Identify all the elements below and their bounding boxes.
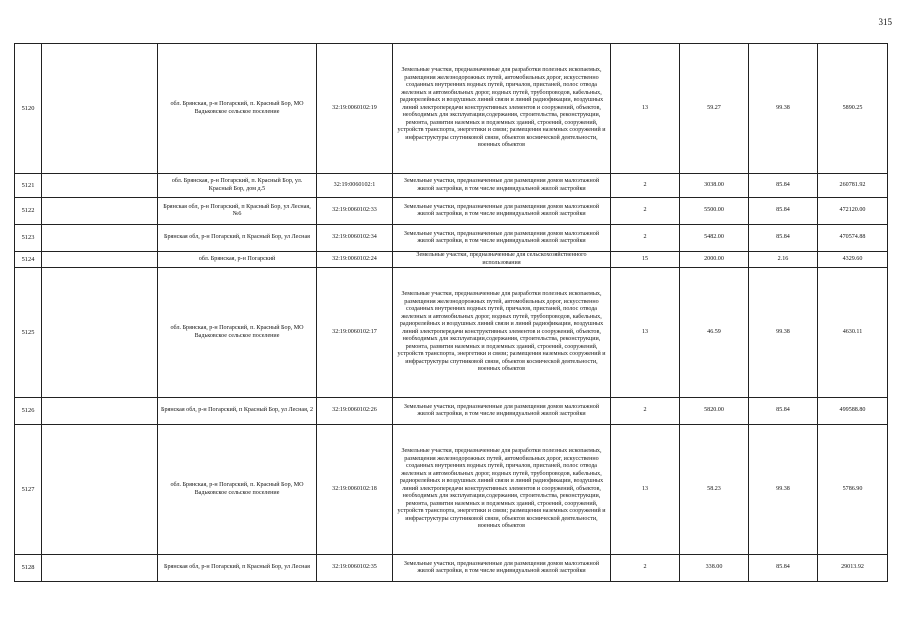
group-cell: 2 bbox=[611, 198, 680, 225]
land-use-cell: Земельные участки, предназначенные для разработки полезных ископаемых, размещения железнодорожных путей, автомобильных дорог, искусственно созданных внутренних водных путей, причалов, пристаней, полос отвода железных и автомобильных дорог, водных путей, трубопроводов, кабельных, радиорелейных и воздушных линий связи и линий радиофикации, воздушных линий электропередачи конструктивных элементов и сооружений, объектов, необходимых для эксплуатации,содержания, строительства, реконструкции, ремонта, развития наземных и подземных зданий, строений, сооружений, устройств транспорта, энергетики и связи; размещения наземных сооружений и инфраструктуры спутниковой связи, объектов космической деятельности, военных объектов bbox=[393, 268, 611, 398]
group-cell: 15 bbox=[611, 252, 680, 268]
row-number: 5124 bbox=[15, 252, 42, 268]
area-cell: 58.23 bbox=[680, 425, 749, 555]
row-number: 5127 bbox=[15, 425, 42, 555]
cadastral-number-cell: 32:19:0060102:34 bbox=[317, 225, 393, 252]
row-number: 5123 bbox=[15, 225, 42, 252]
value-cell: 472120.00 bbox=[818, 198, 888, 225]
rate-cell: 85.84 bbox=[749, 555, 818, 582]
address-cell: обл. Брянская, р-н Погарский, п. Красный Бор, МО Вадьковское сельское поселение bbox=[158, 268, 317, 398]
empty-cell bbox=[42, 268, 158, 398]
address-cell: Брянская обл, р-н Погарский, п Красный Бор, ул Лесная bbox=[158, 555, 317, 582]
group-cell: 2 bbox=[611, 555, 680, 582]
value-cell: 29013.92 bbox=[818, 555, 888, 582]
group-cell: 13 bbox=[611, 425, 680, 555]
cadastral-number-cell: 32:19:0060102:24 bbox=[317, 252, 393, 268]
row-number: 5125 bbox=[15, 268, 42, 398]
area-cell: 59.27 bbox=[680, 44, 749, 174]
land-use-cell: Земельные участки, предназначенные для разработки полезных ископаемых, размещения железнодорожных путей, автомобильных дорог, искусственно созданных внутренних водных путей, причалов, пристаней, полос отвода железных и автомобильных дорог, водных путей, трубопроводов, кабельных, радиорелейных и воздушных линий связи и линий радиофикации, воздушных линий электропередачи конструктивных элементов и сооружений, объектов, необходимых для эксплуатации,содержания, строительства, реконструкции, ремонта, развития наземных и подземных зданий, строений, сооружений, устройств транспорта, энергетики и связи; размещения наземных сооружений и инфраструктуры спутниковой связи, объектов космической деятельности, военных объектов bbox=[393, 425, 611, 555]
row-number: 5128 bbox=[15, 555, 42, 582]
value-cell: 260781.92 bbox=[818, 174, 888, 198]
value-cell: 4630.11 bbox=[818, 268, 888, 398]
table-row bbox=[15, 225, 888, 252]
empty-cell bbox=[42, 174, 158, 198]
group-cell: 2 bbox=[611, 225, 680, 252]
area-cell: 46.59 bbox=[680, 268, 749, 398]
address-cell: обл. Брянская, р-н Погарский, п. Красный Бор, МО Вадьковское сельское поселение bbox=[158, 44, 317, 174]
empty-cell bbox=[42, 555, 158, 582]
address-cell: обл. Брянская, р-н Погарский, п. Красный Бор, МО Вадьковское сельское поселение bbox=[158, 425, 317, 555]
land-registry-table bbox=[14, 43, 888, 582]
rate-cell: 85.84 bbox=[749, 398, 818, 425]
land-use-cell: Земельные участки, предназначенные для сельскохозяйственного использования bbox=[393, 252, 611, 268]
cadastral-number-cell: 32:19:0060102:35 bbox=[317, 555, 393, 582]
rate-cell: 99.38 bbox=[749, 268, 818, 398]
address-cell: обл. Брянская, р-н Погарский bbox=[158, 252, 317, 268]
land-use-cell: Земельные участки, предназначенные для размещения домов малоэтажной жилой застройки, в том числе индивидуальной жилой застройки bbox=[393, 225, 611, 252]
table-row bbox=[15, 555, 888, 582]
land-use-cell: Земельные участки, предназначенные для размещения домов малоэтажной жилой застройки, в том числе индивидуальной жилой застройки bbox=[393, 398, 611, 425]
area-cell: 2000.00 bbox=[680, 252, 749, 268]
land-use-cell: Земельные участки, предназначенные для размещения домов малоэтажной жилой застройки, в том числе индивидуальной жилой застройки bbox=[393, 198, 611, 225]
row-number: 5121 bbox=[15, 174, 42, 198]
table-row bbox=[15, 44, 888, 174]
rate-cell: 2.16 bbox=[749, 252, 818, 268]
group-cell: 2 bbox=[611, 174, 680, 198]
address-cell: Брянская обл, р-н Погарский, п Красный Бор, ул Лесная, №6 bbox=[158, 198, 317, 225]
cadastral-number-cell: 32:19:0060102:1 bbox=[317, 174, 393, 198]
area-cell: 5820.00 bbox=[680, 398, 749, 425]
cadastral-number-cell: 32:19:0060102:33 bbox=[317, 198, 393, 225]
address-cell: Брянская обл, р-н Погарский, п Красный Бор, ул Лесная, 2 bbox=[158, 398, 317, 425]
cadastral-number-cell: 32:19:0060102:18 bbox=[317, 425, 393, 555]
empty-cell bbox=[42, 225, 158, 252]
value-cell: 4329.60 bbox=[818, 252, 888, 268]
value-cell: 5786.90 bbox=[818, 425, 888, 555]
land-use-cell: Земельные участки, предназначенные для размещения домов малоэтажной жилой застройки, в том числе индивидуальной жилой застройки bbox=[393, 555, 611, 582]
address-cell: Брянская обл, р-н Погарский, п Красный Бор, ул Лесная bbox=[158, 225, 317, 252]
rate-cell: 85.84 bbox=[749, 225, 818, 252]
rate-cell: 85.84 bbox=[749, 174, 818, 198]
cadastral-number-cell: 32:19:0060102:26 bbox=[317, 398, 393, 425]
row-number: 5122 bbox=[15, 198, 42, 225]
area-cell: 338.00 bbox=[680, 555, 749, 582]
table-row bbox=[15, 268, 888, 398]
value-cell: 470574.88 bbox=[818, 225, 888, 252]
table-row bbox=[15, 398, 888, 425]
empty-cell bbox=[42, 198, 158, 225]
table-row bbox=[15, 198, 888, 225]
value-cell: 5890.25 bbox=[818, 44, 888, 174]
area-cell: 5500.00 bbox=[680, 198, 749, 225]
address-cell: обл. Брянская, р-н Погарский, п. Красный Бор, ул. Красный Бор, дом д.5 bbox=[158, 174, 317, 198]
group-cell: 2 bbox=[611, 398, 680, 425]
cadastral-number-cell: 32:19:0060102:19 bbox=[317, 44, 393, 174]
row-number: 5120 bbox=[15, 44, 42, 174]
land-use-cell: Земельные участки, предназначенные для размещения домов малоэтажной жилой застройки, в том числе индивидуальной жилой застройки bbox=[393, 174, 611, 198]
table-row bbox=[15, 174, 888, 198]
empty-cell bbox=[42, 44, 158, 174]
empty-cell bbox=[42, 398, 158, 425]
land-use-cell: Земельные участки, предназначенные для разработки полезных ископаемых, размещения железнодорожных путей, автомобильных дорог, искусственно созданных внутренних водных путей, причалов, пристаней, полос отвода железных и автомобильных дорог, водных путей, трубопроводов, кабельных, радиорелейных и воздушных линий связи и линий радиофикации, воздушных линий электропередачи конструктивных элементов и сооружений, объектов, необходимых для эксплуатации,содержания, строительства, реконструкции, ремонта, развития наземных и подземных зданий, строений, сооружений, устройств транспорта, энергетики и связи; размещения наземных сооружений и инфраструктуры спутниковой связи, объектов космической деятельности, военных объектов bbox=[393, 44, 611, 174]
row-number: 5126 bbox=[15, 398, 42, 425]
empty-cell bbox=[42, 425, 158, 555]
group-cell: 13 bbox=[611, 44, 680, 174]
empty-cell bbox=[42, 252, 158, 268]
table-row bbox=[15, 425, 888, 555]
value-cell: 499588.80 bbox=[818, 398, 888, 425]
rate-cell: 99.38 bbox=[749, 44, 818, 174]
rate-cell: 99.38 bbox=[749, 425, 818, 555]
area-cell: 5482.00 bbox=[680, 225, 749, 252]
table-row bbox=[15, 252, 888, 268]
page-number: 315 bbox=[878, 17, 892, 27]
area-cell: 3038.00 bbox=[680, 174, 749, 198]
group-cell: 13 bbox=[611, 268, 680, 398]
rate-cell: 85.84 bbox=[749, 198, 818, 225]
cadastral-number-cell: 32:19:0060102:17 bbox=[317, 268, 393, 398]
